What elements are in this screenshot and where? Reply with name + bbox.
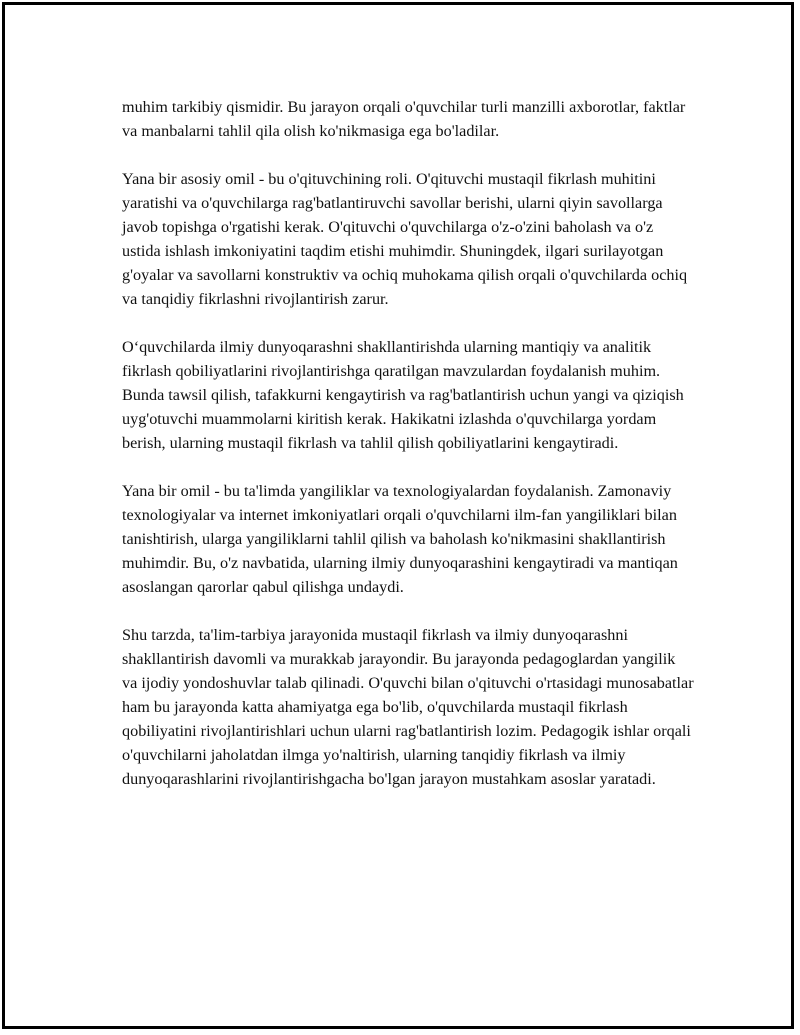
page-border <box>2 2 794 1029</box>
document-body <box>122 95 694 791</box>
paragraph-4: Yana bir omil - bu ta'limda yangiliklar va texnologiyalardan foydalanish. Zamonaviy texnologiyalar va internet imkoniyatlari orqali o'quvchilarni ilm-fan yangiliklari bilan tanishtirish, ularga yangiliklarni tahlil qilish va baholash ko'nikmasini shakllantirish muhimdir. Bu, o'z navbatida, ularning ilmiy dunyoqarashini kengaytiradi va mantiqan asoslangan qarorlar qabul qilishga undaydi. <box>122 482 678 596</box>
paragraph-2: Yana bir asosiy omil - bu o'qituvchining roli. O'qituvchi mustaqil fikrlash muhitini yaratishi va o'quvchilarga rag'batlantiruvchi savollar berishi, ularni qiyin savollarga javob topishga o'rgatishi kerak. O'qituvchi o'quvchilarga o'z-o'zini baholash va o'z ustida ishlash imkoniyatini taqdim etishi muhimdir. Shuningdek, ilgari surilayotgan g'oyalar va savollarni konstruktiv va ochiq muhokama qilish orqali o'quvchilarda ochiq va tanqidiy fikrlashni rivojlantirish zarur. <box>122 170 688 308</box>
paragraph-3: O‘quvchilarda ilmiy dunyoqarashni shakllantirishda ularning mantiqiy va analitik fikrlash qobiliyatlarini rivojlantirishga qaratilgan mavzulardan foydalanish muhim. Bunda tawsil qilish, tafakkurni kengaytirish va rag'batlantirish uchun yangi va qiziqish uyg'otuvchi muammolarni kiritish kerak. Hakikatni izlashda o'quvchilarga yordam berish, ularning mustaqil fikrlash va tahlil qilish qobiliyatlarini kengaytiradi. <box>122 338 684 452</box>
paragraph-1: muhim tarkibiy qismidir. Bu jarayon orqali o'quvchilar turli manzilli axborotlar, faktlar va manbalarni tahlil qila olish ko'nikmasiga ega bo'ladilar. <box>122 98 686 140</box>
paragraph-5: Shu tarzda, ta'lim-tarbiya jarayonida mustaqil fikrlash va ilmiy dunyoqarashni shakllantirish davomli va murakkab jarayondir. Bu jarayonda pedagoglardan yangilik va ijodiy yondoshuvlar talab qilinadi. O'quvchi bilan o'qituvchi o'rtasidagi munosabatlar ham bu jarayonda katta ahamiyatga ega bo'lib, o'quvchilarda mustaqil fikrlash qobiliyatini rivojlantirishlari uchun ularni rag'batlantirish lozim. Pedagogik ishlar orqali o'quvchilarni jaholatdan ilmga yo'naltirish, ularning tanqidiy fikrlash va ilmiy dunyoqarashlarini rivojlantirishgacha bo'lgan jarayon mustahkam asoslar yaratadi. <box>122 626 694 788</box>
